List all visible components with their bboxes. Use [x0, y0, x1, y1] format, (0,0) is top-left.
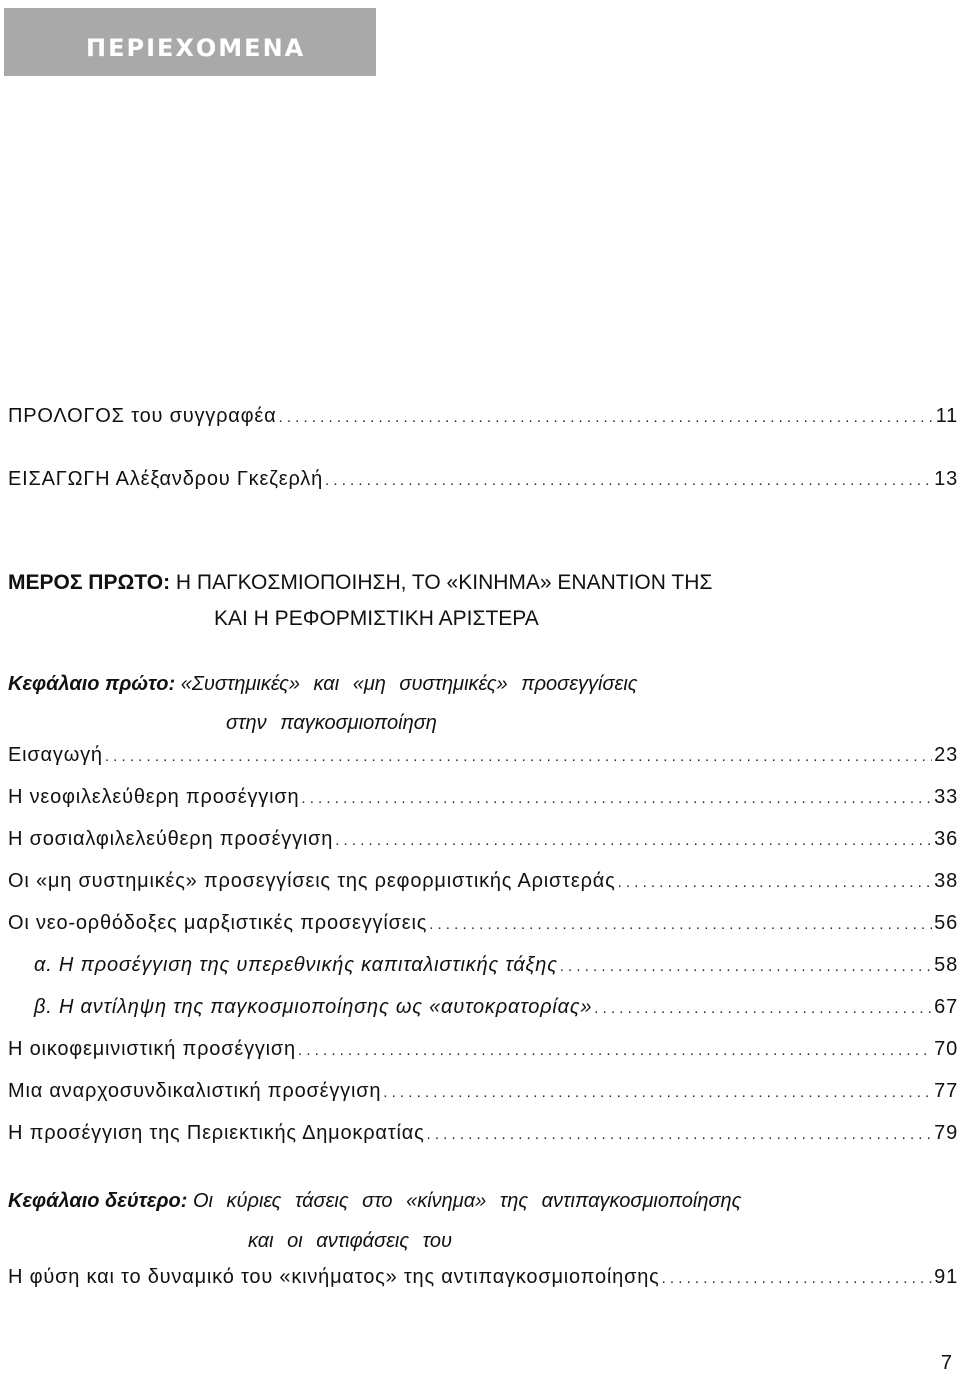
dot-leader [298, 1042, 932, 1059]
toc-entry-page: 77 [934, 1080, 958, 1102]
toc-entry-page: 13 [934, 468, 958, 490]
dot-leader [335, 832, 932, 849]
dot-leader [325, 472, 932, 489]
toc-entry[interactable] [8, 912, 958, 942]
toc-entry-prologue[interactable] [8, 405, 958, 435]
dot-leader [618, 874, 933, 891]
toc-entry-page: 11 [935, 405, 958, 427]
dot-leader [429, 916, 932, 933]
toc-entry-page: 38 [934, 870, 958, 892]
toc-entry-title: α. Η προσέγγιση της υπερεθνικής καπιταλιστικής τάξης [34, 954, 558, 976]
toc-entry-title: Οι νεο-ορθόδοξες μαρξιστικές προσεγγίσεις [8, 912, 428, 934]
toc-entry[interactable] [8, 1038, 958, 1068]
toc-entry-page: 33 [934, 786, 958, 808]
toc-entry-page: 58 [934, 954, 958, 976]
dot-leader [662, 1270, 933, 1287]
toc-entry-title: Η νεοφιλελεύθερη προσέγγιση [8, 786, 300, 808]
toc-entry[interactable] [8, 1080, 958, 1110]
dot-leader [301, 790, 932, 807]
chapter-one-title-line2: στην παγκοσμιοποίηση [226, 712, 437, 734]
toc-entry[interactable] [8, 786, 958, 816]
toc-entry[interactable] [8, 828, 958, 858]
toc-entry-page: 56 [934, 912, 958, 934]
part-one-label: ΜΕΡΟΣ ΠΡΩΤΟ: [8, 571, 171, 594]
toc-entry-title: Μια αναρχοσυνδικαλιστική προσέγγιση [8, 1080, 382, 1102]
toc-entry-page: 91 [934, 1266, 958, 1288]
toc-entry-page: 70 [934, 1038, 958, 1060]
toc-entry-title: ΠΡΟΛΟΓΟΣ του συγγραφέα [8, 405, 277, 427]
part-one-heading [8, 571, 712, 595]
toc-entry[interactable] [8, 744, 958, 774]
dot-leader [383, 1084, 932, 1101]
toc-entry-page: 67 [934, 996, 958, 1018]
contents-banner [4, 8, 376, 76]
chapter-one-title-line1: «Συστημικές» και «μη συστημικές» προσεγγίσεις [180, 673, 638, 695]
dot-leader [594, 1000, 932, 1017]
dot-leader [560, 958, 932, 975]
toc-entry-title: Η σοσιαλφιλελεύθερη προσέγγιση [8, 828, 334, 850]
toc-entry-title: β. Η αντίληψη της παγκοσμιοποίησης ως «αυτοκρατορίας» [34, 996, 593, 1018]
dot-leader [427, 1126, 933, 1143]
dot-leader [105, 748, 932, 765]
toc-entry-page: 23 [934, 744, 958, 766]
toc-entry-title: Η οικοφεμινιστική προσέγγιση [8, 1038, 296, 1060]
toc-entry-introduction[interactable] [8, 468, 958, 498]
toc-entry-page: 79 [934, 1122, 958, 1144]
toc-entry[interactable] [8, 870, 958, 900]
chapter-two-title-line2: και οι αντιφάσεις του [248, 1230, 452, 1252]
toc-entry[interactable] [8, 1122, 958, 1152]
page-number: 7 [940, 1352, 952, 1374]
chapter-one-label: Κεφάλαιο πρώτο: [8, 673, 176, 695]
chapter-one-heading [8, 673, 637, 696]
contents-title: ΠΕΡΙΕΧΟΜΕΝΑ [86, 34, 306, 62]
chapter-two-label: Κεφάλαιο δεύτερο: [8, 1190, 188, 1212]
toc-entry-title: Η φύση και το δυναμικό του «κινήματος» της αντιπαγκοσμιοποίησης [8, 1266, 660, 1288]
part-one-title-line1: Η ΠΑΓΚΟΣΜΙΟΠΟΙΗΣΗ, ΤΟ «ΚΙΝΗΜΑ» ΕΝΑΝΤΙΟΝ ΤΗΣ [175, 571, 713, 594]
toc-entry-page: 36 [934, 828, 958, 850]
chapter-two-title-line1: Οι κύριες τάσεις στο «κίνημα» της αντιπαγκοσμιοποίησης [192, 1190, 742, 1212]
toc-entry[interactable] [8, 954, 958, 984]
toc-entry-title: Εισαγωγή [8, 744, 103, 766]
part-one-title-line2: ΚΑΙ Η ΡΕΦΟΡΜΙΣΤΙΚΗ ΑΡΙΣΤΕΡΑ [214, 607, 539, 630]
toc-entry[interactable] [8, 996, 958, 1026]
chapter-two-heading [8, 1190, 741, 1213]
toc-entry-title: Οι «μη συστημικές» προσεγγίσεις της ρεφορμιστικής Αριστεράς [8, 870, 616, 892]
dot-leader [278, 409, 933, 426]
toc-entry-title: Η προσέγγιση της Περιεκτικής Δημοκρατίας [8, 1122, 425, 1144]
toc-entry-title: ΕΙΣΑΓΩΓΗ Αλέξανδρου Γκεζερλή [8, 468, 324, 490]
toc-entry[interactable] [8, 1266, 958, 1296]
